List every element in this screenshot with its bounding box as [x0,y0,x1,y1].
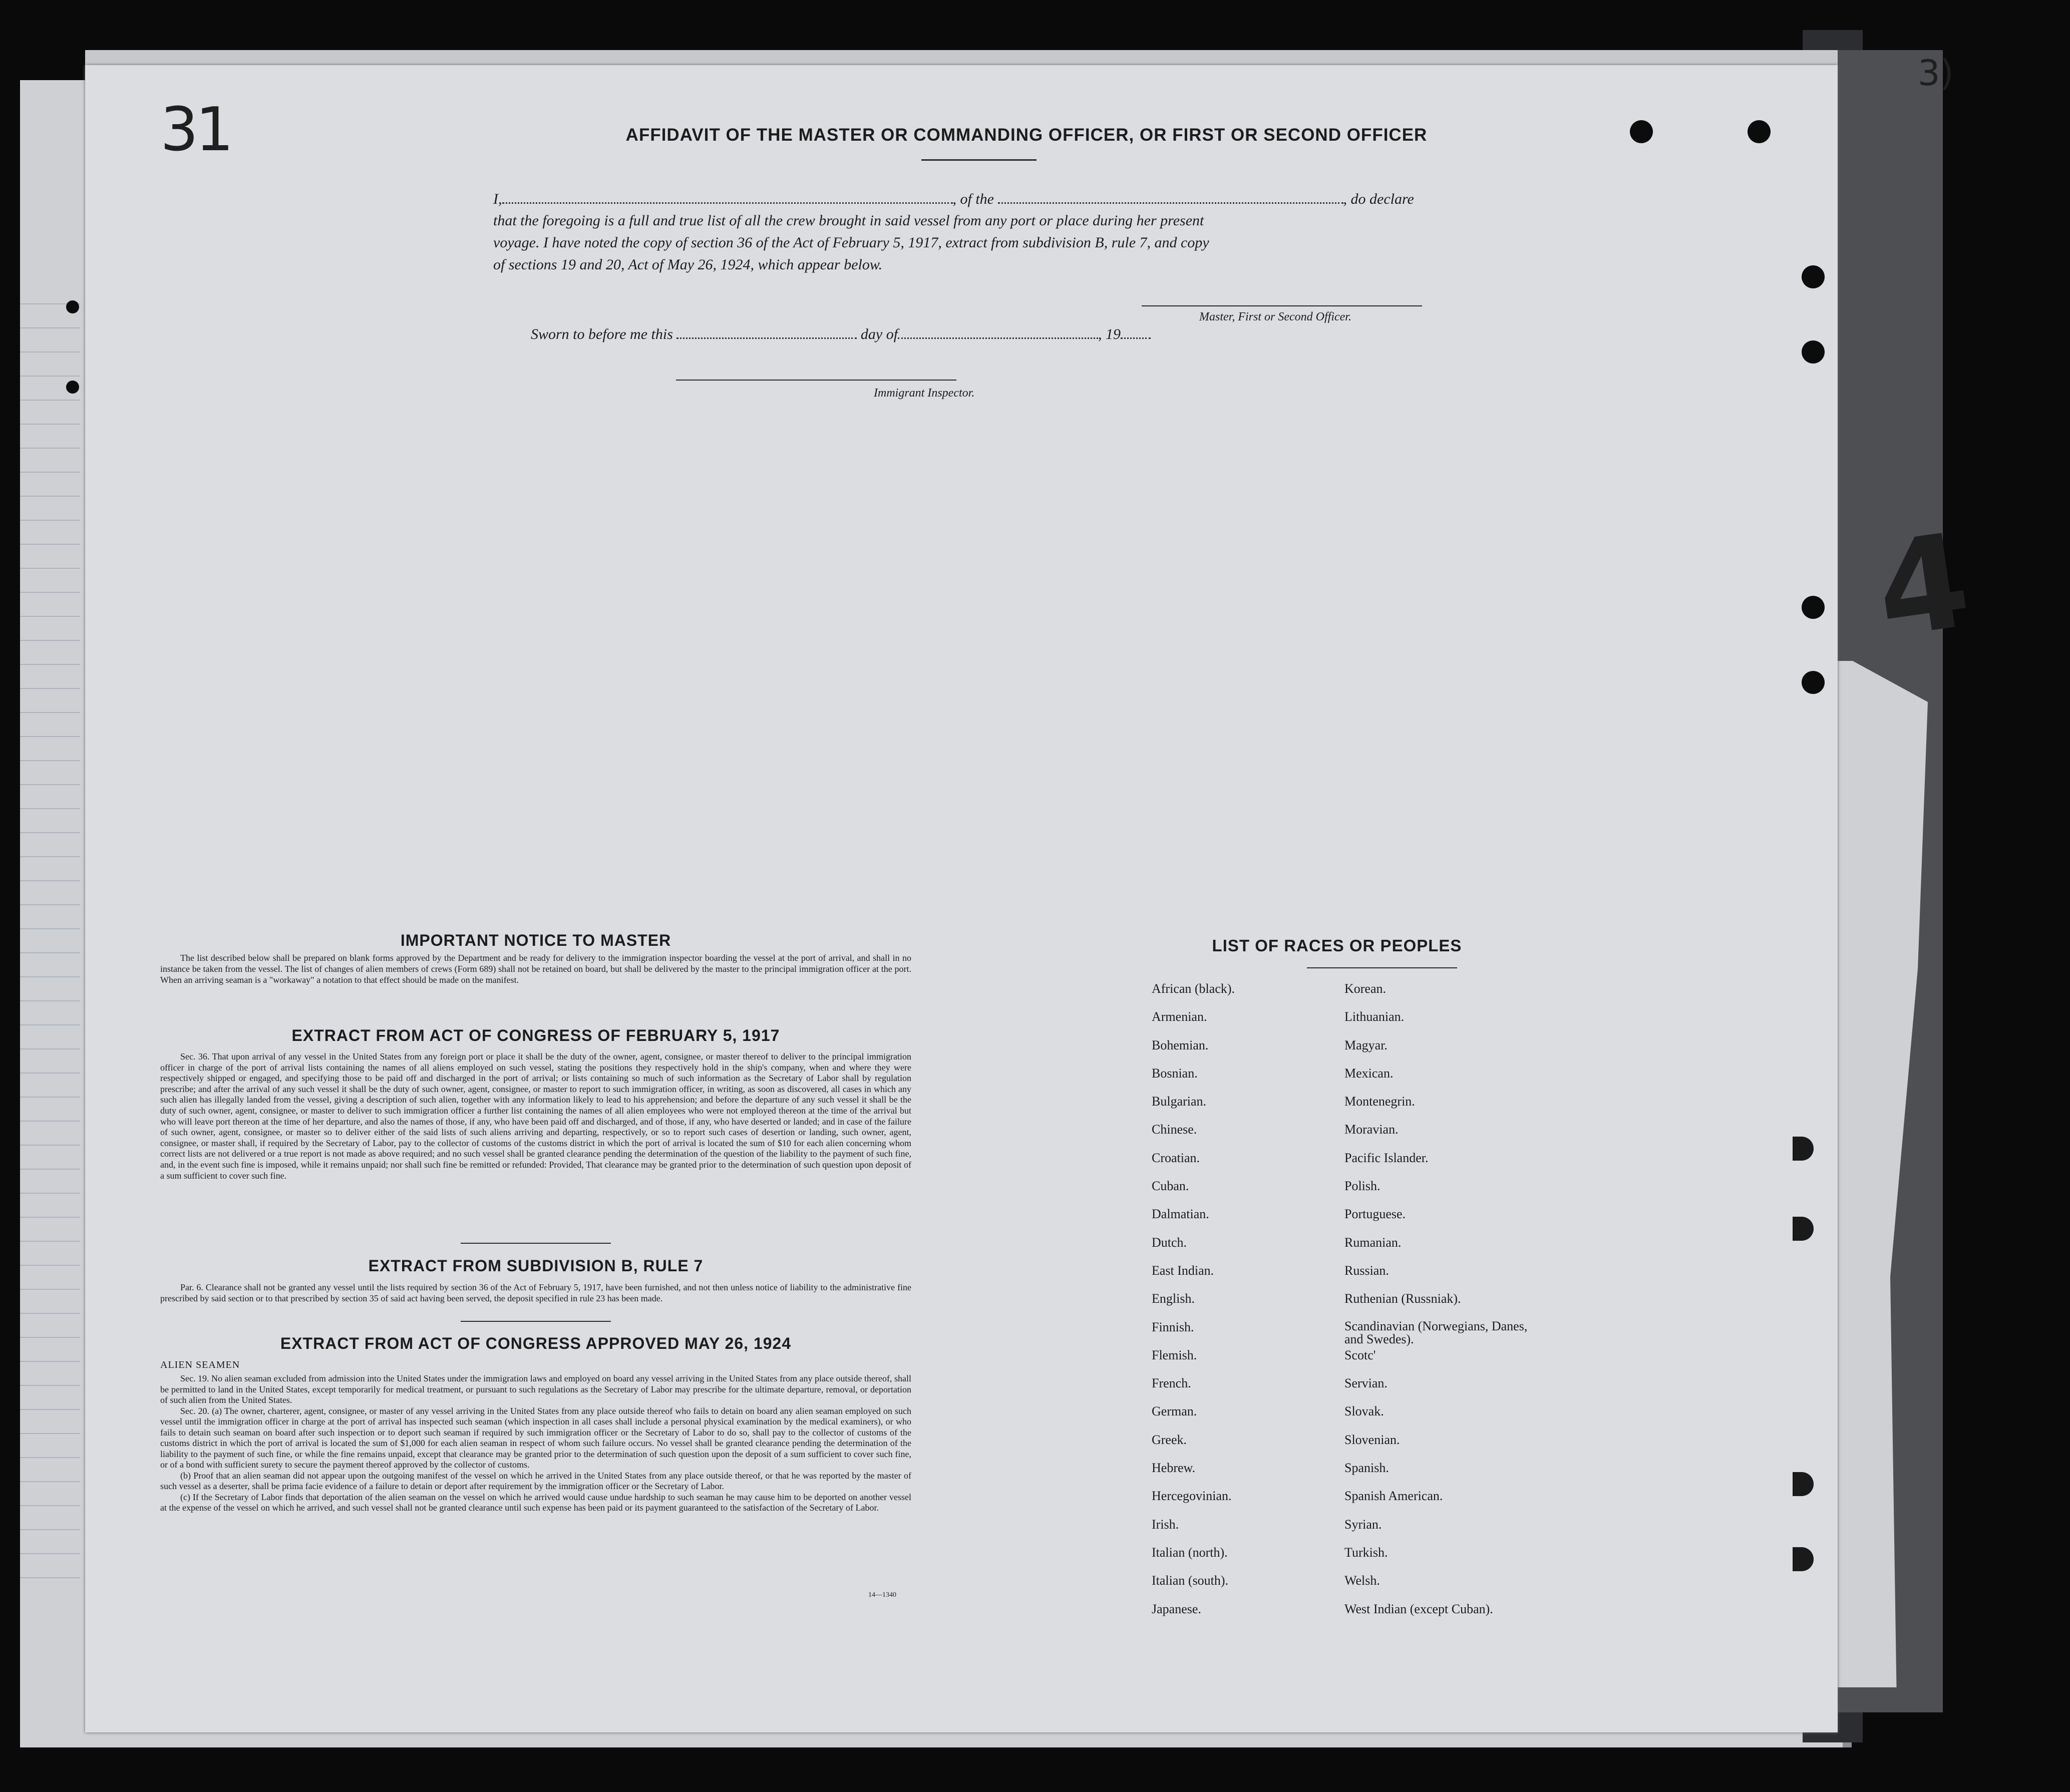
race-item: East Indian. [1152,1263,1214,1278]
punch-hole [1793,1547,1814,1571]
punch-hole [1793,1137,1814,1161]
handwritten-mark: 3) [1918,53,1954,94]
race-item: Russian. [1344,1263,1389,1278]
handwritten-page-number: 31 [160,95,231,165]
race-item: Hebrew. [1152,1461,1196,1476]
race-item: Hercegovinian. [1152,1489,1232,1504]
punch-hole [1793,1472,1814,1496]
handwritten-number: 4 [1867,505,1979,668]
race-item: Portuguese. [1344,1207,1406,1222]
race-item: Dutch. [1152,1235,1187,1250]
race-item: Bulgarian. [1152,1094,1207,1109]
notice-title: IMPORTANT NOTICE TO MASTER [400,931,671,949]
act-1924-text [160,1373,911,1514]
master-caption: Master, First or Second Officer. [1199,310,1351,323]
race-item: Armenian. [1152,1009,1207,1024]
act-1917-text: Sec. 36. That upon arrival of any vessel in the United States from any foreign port or place it shall be the duty of the owner, agent, consignee, or master thereof to deliver to the principal immigration officer in charge of the port of arrival lists containing the names of all aliens employed on such vessel, stating the positions they respectively hold in the ship's company, when and where they were respectively shipped or engaged, and specifying those to be paid off and discharged in the port of arrival; or lists containing so much of such information as the Secretary of Labor shall by regulation prescribe; and after the arrival of any such vessel it shall be the duty of such owner, agent, consignee, or master to report to such immigration officer, in writing, as soon as discovered, all cases in which any such alien has illegally landed from the vessel, giving a description of such alien, together with any information likely to lead to his apprehension; and before the departure of any such vessel it shall be the duty of such owner, agent, consignee, or master to deliver to such immigration officer a further list containing the names of all alien employees who were not employed thereon at the time of the arrival but who will leave port thereon at the time of her departure, and also the names of those, if any, who have been paid off and discharged, and of those, if any, who have deserted or landed; and in case of the failure of such owner, agent, consignee, or master so to deliver either of the said lists of such aliens arriving and departing, respectively, or so to report such cases of desertion or landing, such owner, agent, consignee, or master shall, if required by the Secretary of Labor, pay to the collector of customs of the customs district in which the port of arrival is located the sum of $10 for each alien concerning whom correct lists are not delivered or a true report is not made as above required; and no such vessel shall be granted clearance pending the determination of the question of the liability to the payment of such fine, and, in the event such fine is imposed, while it remains unpaid; nor shall such fine be remitted or refunded: Provided, That clearance may be granted prior to the determination of such question upon deposit of a sum sufficient to cover such fine. [160,1051,911,1181]
punch-hole [1802,671,1825,694]
race-item: Spanish American. [1344,1489,1443,1504]
race-item: Chinese. [1152,1122,1197,1137]
race-item: Spanish. [1344,1461,1389,1476]
punch-hole [1802,340,1825,364]
race-item: Scandinavian (Norwegians, Danes, and Swedes). [1344,1318,1528,1346]
race-item: West Indian (except Cuban). [1344,1601,1493,1616]
race-item: Mexican. [1344,1065,1394,1081]
race-item: French. [1152,1376,1191,1391]
affidavit-line-2: that the foregoing is a full and true list of all the crew brought in said vessel from any port or place during her present [493,212,1204,229]
punch-hole [66,381,79,394]
page-top-edge [85,50,1838,65]
act-1924-title: EXTRACT FROM ACT OF CONGRESS APPROVED MAY 26, 1924 [280,1334,792,1352]
race-item: Bohemian. [1152,1037,1209,1052]
race-item: Korean. [1344,981,1387,996]
punch-hole [1630,120,1653,143]
punch-hole [1802,596,1825,619]
section-divider [461,1321,611,1322]
master-signature-line [1142,305,1422,306]
race-item: Slovak. [1344,1404,1384,1419]
race-item: Japanese. [1152,1601,1201,1616]
race-item: Dalmatian. [1152,1207,1209,1222]
affidavit-line-3: voyage. I have noted the copy of section 36 of the Act of February 5, 1917, extract from subdivision B, rule 7, and copy [493,234,1209,251]
race-item: Greek. [1152,1432,1187,1447]
notice-text: The list described below shall be prepared on blank forms approved by the Department and be ready for delivery to the immigration inspector boarding the vessel at the port of arrival, and shall in no instance be taken from the vessel. The list of changes of alien members of crews (Form 689) shall not be retained on board, but shall be delivered by the master to the principal immigration officer at the port. When an arriving seaman is a "workaway" a notation to that effect should be made on the manifest. [160,953,911,985]
sec-20a: Sec. 20. (a) The owner, charterer, agent, consignee, or master of any vessel arriving in the United States from any place outside thereof who fails to detain on board any alien seaman employed on such vessel until the immigration officer in charge at the port of arrival has inspected such seaman (which inspection in all cases shall include a personal physical examination by the medical examiners), or who fails to detain such seaman on board after such inspection or to deport such seaman if required by such immigration officer or the Secretary of Labor to do so, shall pay to the collector of customs of the customs district in which the port of arrival is located the sum of $1,000 for each alien seaman in respect of whom such failure occurs. No vessel shall be granted clearance pending the determination of the liability to the payment of such fine, or while the fine remains unpaid, except that clearance may be granted prior to the determination of such question upon the deposit of a sum sufficient to cover such fine, or of a bond with sufficient surety to secure the payment thereof approved by the collector of customs. [160,1405,911,1470]
race-item: African (black). [1152,981,1235,996]
race-item: English. [1152,1291,1195,1306]
race-item: Irish. [1152,1517,1179,1532]
race-item: Italian (south). [1152,1573,1229,1588]
manifest-page [85,53,1979,1732]
race-item: Rumanian. [1344,1235,1402,1250]
race-item: Italian (north). [1152,1545,1228,1560]
race-item: Syrian. [1344,1517,1382,1532]
race-item: Welsh. [1344,1573,1380,1588]
punch-hole [66,300,79,313]
affidavit-line-1: I, , of the , do declare [493,191,1414,207]
punch-hole [1748,120,1771,143]
alien-seamen-subtitle: ALIEN SEAMEN [160,1359,240,1370]
punch-hole [1802,265,1825,288]
affidavit-line-4: of sections 19 and 20, Act of May 26, 1924, which appear below. [493,256,883,273]
races-left-column [1152,981,1342,1630]
race-item: Slovenian. [1344,1432,1400,1447]
act-1917-title: EXTRACT FROM ACT OF CONGRESS OF FEBRUARY 5, 1917 [291,1026,780,1044]
race-item: Polish. [1344,1179,1381,1194]
race-item: Servian. [1344,1376,1388,1391]
race-item: Lithuanian. [1344,1009,1405,1024]
rule-7-text: Par. 6. Clearance shall not be granted any vessel until the lists required by section 36 of the Act of February 5, 1917, have been furnished, and not then unless notice of liability to the administrative fine prescribed by said section or to that prescribed by section 35 of said act having been served, the deposit specified in rule 23 has been made. [160,1282,911,1303]
inspector-caption: Immigrant Inspector. [874,387,975,400]
races-title: LIST OF RACES OR PEOPLES [1212,936,1462,955]
affidavit-title: AFFIDAVIT OF THE MASTER OR COMMANDING OFFICER, OR FIRST OR SECOND OFFICER [625,125,1428,145]
title-rule [921,159,1037,161]
rule-7-title: EXTRACT FROM SUBDIVISION B, RULE 7 [368,1257,704,1275]
race-item: Magyar. [1344,1037,1388,1052]
races-right-column [1344,981,1535,1630]
race-item: Finnish. [1152,1319,1194,1334]
inspector-signature-line [676,380,956,381]
punch-hole [1793,1217,1814,1241]
race-item: Moravian. [1344,1122,1399,1137]
ruled-margin-lines [20,280,80,1582]
race-item: Pacific Islander. [1344,1150,1429,1165]
sworn-line: Sworn to before me this day of , 19 [531,325,1151,343]
race-item: Croatian. [1152,1150,1200,1165]
race-item: Scotc' [1344,1347,1376,1362]
race-item: Cuban. [1152,1179,1189,1194]
section-divider [461,1243,611,1244]
race-item: German. [1152,1404,1197,1419]
races-title-rule [1307,967,1457,968]
form-number: 14—1340 [868,1591,896,1599]
sec-19: Sec. 19. No alien seaman excluded from admission into the United States under the immigration laws and employed on board any vessel arriving in the United States from any place outside thereof, shall be permitted to land in the United States, except temporarily for medical treatment, or pursuant to such regulations as the Secretary of Labor may prescribe for the ultimate departure, removal, or deportation of such alien from the United States. [160,1373,911,1405]
sec-20b: (b) Proof that an alien seaman did not appear upon the outgoing manifest of the vessel on which he arrived in the United States from any place outside thereof, or that he was reported by the master of such vessel as a deserter, shall be prima facie evidence of a failure to detain or deport after requirement by the immigration officer or the Secretary of Labor. [160,1470,911,1491]
sec-20c: (c) If the Secretary of Labor finds that deportation of the alien seaman on the vessel on which he arrived would cause undue hardship to such seaman he may cause him to be deported on another vessel at the expense of the vessel on which he arrived, and such vessel shall not be granted clearance until such expense has been paid or its payment guaranteed to the satisfaction of the Secretary of Labor. [160,1492,911,1513]
race-item: Montenegrin. [1344,1094,1415,1109]
race-item: Turkish. [1344,1545,1388,1560]
race-item: Flemish. [1152,1347,1197,1362]
race-item: Ruthenian (Russniak). [1344,1291,1461,1306]
race-item: Bosnian. [1152,1065,1198,1081]
